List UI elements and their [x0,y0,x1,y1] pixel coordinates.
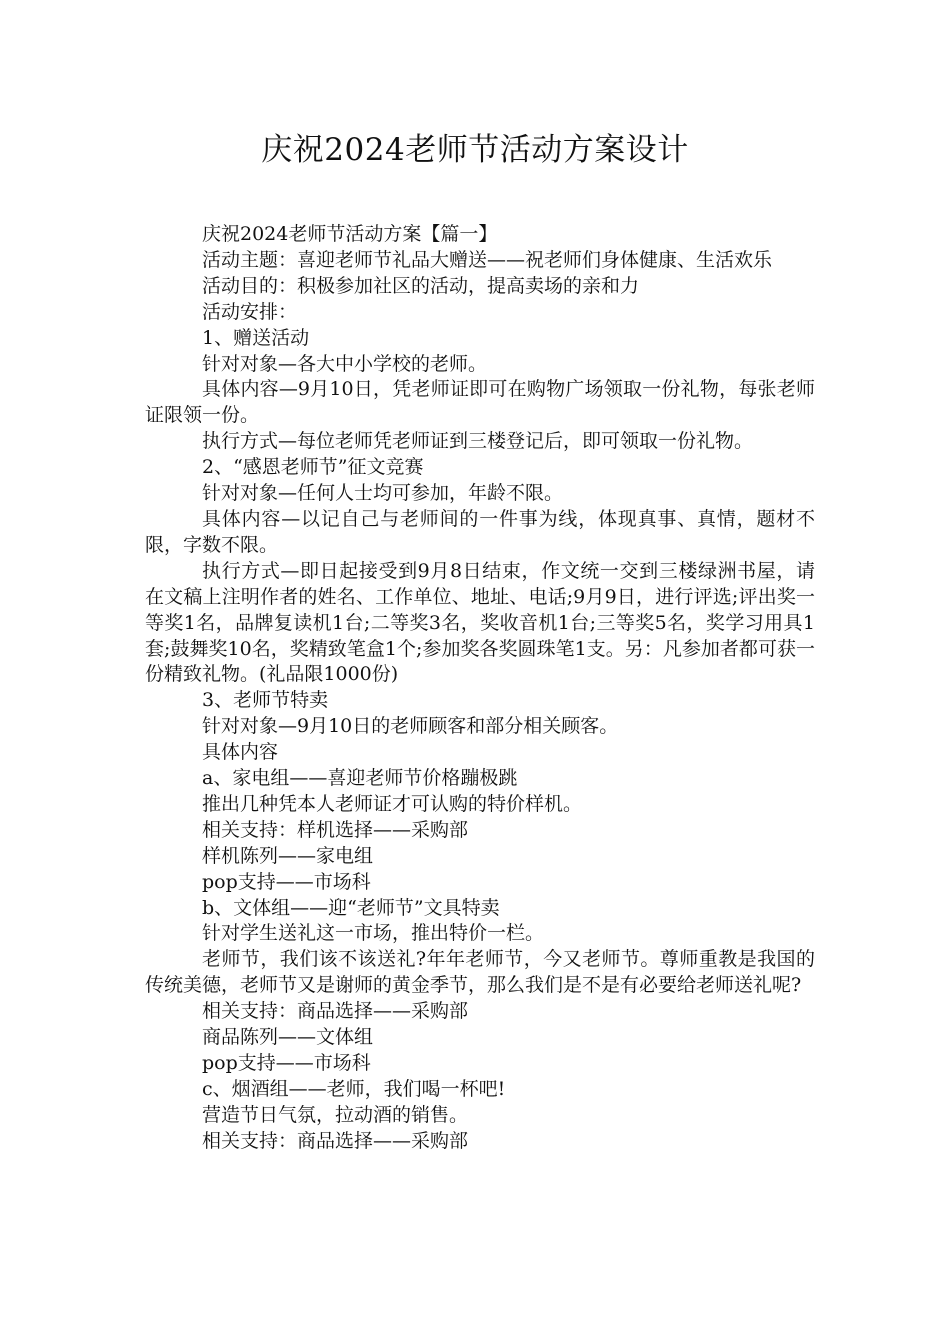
paragraph: 针对对象—各大中小学校的老师。 [202,352,488,375]
paragraph: 推出几种凭本人老师证才可认购的特价样机。 [202,792,583,815]
document-body [145,222,815,1155]
paragraph: c、烟酒组——老师，我们喝一杯吧! [202,1077,506,1100]
paragraph: 具体内容—9月10日，凭老师证即可在购物广场领取一份礼物，每张老师证限领一份。 [145,378,815,427]
paragraph: 活动主题：喜迎老师节礼品大赠送——祝老师们身体健康、生活欢乐 [202,248,773,271]
paragraph: 庆祝2024老师节活动方案【篇一】 [202,223,498,245]
paragraph: 活动安排： [202,300,298,323]
paragraph: 执行方式—即日起接受到9月8日结束，作文统一交到三楼绿洲书屋，请在文稿上注明作者的姓名、工作单位、地址、电话;9月9日，进行评选;评出奖一等奖1名，品牌复读机1台;二等奖3名，奖收音机1台;三等奖5名，奖学习用具1套;鼓舞奖10名，奖精致笔盒1个;参加奖各奖圆珠笔1支。另：凡参加者都可获一份精致礼物。(礼品限1000份) [145,559,815,686]
paragraph: 相关支持：商品选择——采购部 [202,1129,469,1152]
paragraph: 3、老师节特卖 [202,689,329,712]
document-title: 庆祝2024老师节活动方案设计 [261,132,689,168]
paragraph: 针对对象—9月10日的老师顾客和部分相关顾客。 [202,715,619,738]
paragraph: 针对学生送礼这一市场，推出特价一栏。 [202,922,545,945]
paragraph: 具体内容—以记自己与老师间的一件事为线，体现真事、真情，题材不限，字数不限。 [145,507,815,556]
paragraph: 具体内容 [202,741,279,764]
paragraph: 执行方式—每位老师凭老师证到三楼登记后，即可领取一份礼物。 [202,430,754,453]
paragraph: b、文体组——迎“老师节”文具特卖 [202,896,500,919]
paragraph: 活动目的：积极参加社区的活动，提高卖场的亲和力 [202,274,640,297]
paragraph: 针对对象—任何人士均可参加，年龄不限。 [202,482,564,505]
paragraph: 1、赠送活动 [202,326,310,349]
paragraph: pop支持——市场科 [202,1052,371,1074]
paragraph: 样机陈列——家电组 [202,844,374,867]
paragraph: 营造节日气氛，拉动酒的销售。 [202,1103,469,1126]
paragraph: 老师节，我们该不该送礼?年年老师节，今又老师节。尊师重教是我国的传统美德，老师节又是谢师的黄金季节，那么我们是不是有必要给老师送礼呢? [145,948,815,997]
paragraph: a、家电组——喜迎老师节价格蹦极跳 [202,767,518,790]
paragraph: 相关支持：样机选择——采购部 [202,818,469,841]
paragraph: pop支持——市场科 [202,870,371,893]
paragraph: 2、“感恩老师节”征文竞赛 [202,456,424,479]
paragraph: 商品陈列——文体组 [202,1026,374,1049]
paragraph: 相关支持：商品选择——采购部 [202,1000,469,1023]
